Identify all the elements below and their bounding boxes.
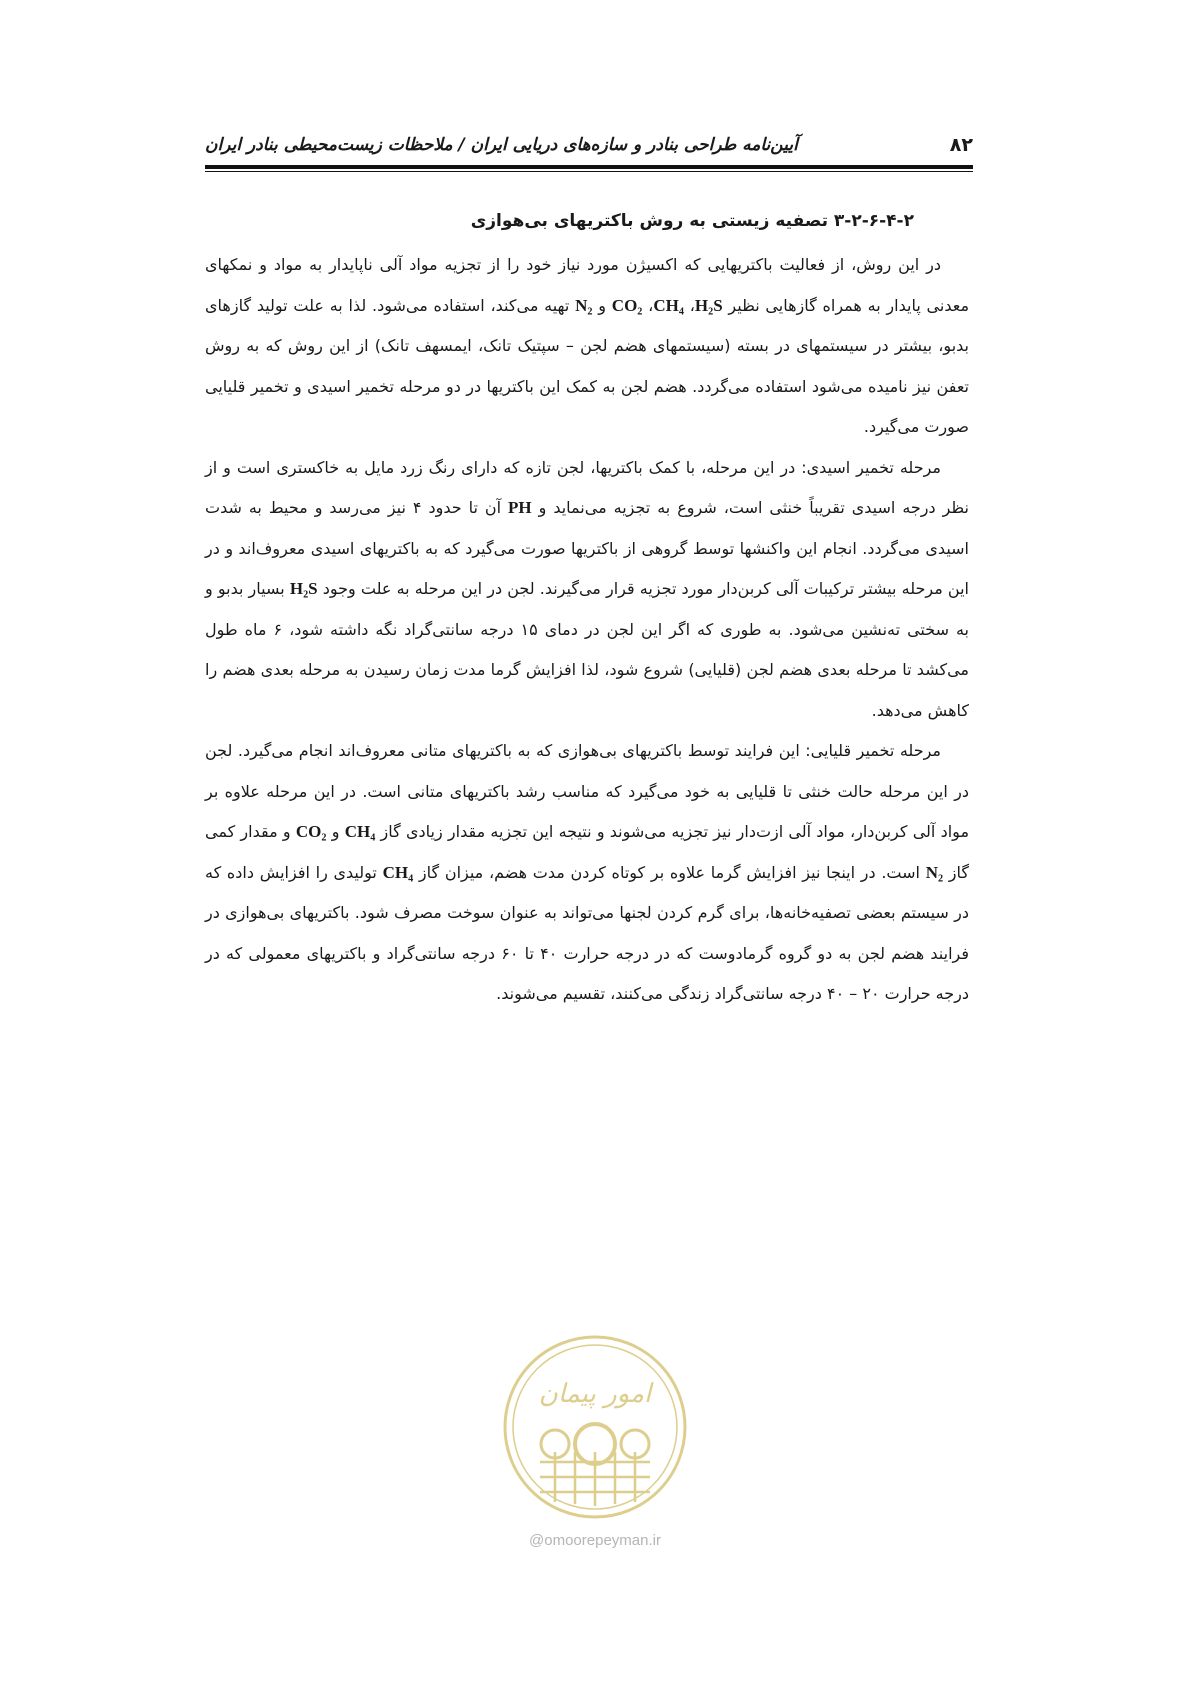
chem-co2: CO₂ xyxy=(295,822,327,841)
text-run: بسیار بدبو و به سختی ته‌نشین می‌شود. به طوری که اگر این لجن در دمای ۱۵ درجه سانتی‌گراد نگه داشته شود، ۶ ماه طول می‌کشد تا مرحله بعدی هضم لجن (قلیایی) شروع شود، لذا افزایش گرما مدت زمان رسیدن به مرحله بعدی هضم را کاهش می‌دهد. xyxy=(205,579,970,720)
text-run: مرحله تخمیر اسیدی: در این مرحله، با کمک باکتریها، لجن تازه که دارای رنگ زرد مایل به خاکستری است و از نظر درجه اسیدی تقریباً خنثی است، شروع به تجزیه می‌نماید و xyxy=(205,457,970,517)
chem-h2s: H₂S xyxy=(694,295,723,315)
running-header-title: آیین‌نامه طراحی بنادر و سازه‌های دریایی ایران / ملاحظات زیست‌محیطی بنادر ایران xyxy=(205,135,798,155)
page-header xyxy=(205,128,973,162)
page-body xyxy=(205,207,969,1015)
text-run: و مقدار کمی گاز xyxy=(205,822,969,882)
text-run: در این روش، از فعالیت باکتریهایی که اکسیژن مورد نیاز خود را از تجزیه مواد آلی ناپایدار به مواد و نمکهای معدنی پایدار به همراه گازهایی نظیر xyxy=(205,255,970,315)
chem-ch4: CH₄ xyxy=(344,822,376,841)
paragraph-alkaline-stage xyxy=(205,731,969,1015)
chem-co2: CO₂ xyxy=(611,295,643,315)
text-run: تهیه می‌کند، استفاده می‌شود. لذا به علت تولید گازهای بدبو، بیشتر در سیستمهای در بسته (سیستمهای هضم لجن – سپتیک تانک، ایمسهف تانک) از این روش که به روش تعفن نیز نامیده می‌شود استفاده می‌گردد. هضم لجن به کمک این باکتریها در دو مرحله تخمیر اسیدی و تخمیر قلیایی صورت می‌گیرد. xyxy=(205,295,969,436)
chem-ph: PH xyxy=(508,498,532,517)
text-run: آن تا حدود ۴ نیز می‌رسد و محیط به شدت اسیدی می‌گردد. انجام این واکنشها توسط گروهی از باکتریها صورت می‌گیرد که به باکتریهای اسیدی معروف‌اند و در این مرحله بیشتر ترکیبات آلی کربن‌دار مورد تجزیه قرار می‌گیرند. لجن در این مرحله به علت وجود xyxy=(205,498,969,598)
watermark-logo-text: امور پیمان xyxy=(538,1379,652,1409)
header-rule-thin xyxy=(205,171,973,172)
chem-n2: N₂ xyxy=(575,295,593,315)
text-run: ، xyxy=(642,295,654,315)
chem-ch4: CH₄ xyxy=(382,862,414,882)
chem-n2: N₂ xyxy=(925,862,944,882)
section-heading: ۳-۲-۶-۴-۲ تصفیه زیستی به روش باکتریهای بی‌هوازی xyxy=(470,211,914,231)
text-run: تولیدی را افزایش داده که در سیستم بعضی تصفیه‌خانه‌ها، برای گرم کردن لجنها می‌تواند به عنوان سوخت مصرف شود. باکتریهای بی‌هوازی در فرایند هضم لجن به دو گروه گرمادوست که در درجه حرارت ۴۰ تا ۶۰ درجه سانتی‌گراد و باکتریهای معمولی که در درجه حرارت ۲۰ – ۴۰ درجه سانتی‌گراد زندگی می‌کنند، تقسیم می‌شوند. xyxy=(205,862,970,1003)
text-run: و xyxy=(326,822,345,841)
header-rule xyxy=(205,165,973,169)
text-run: ، xyxy=(683,295,695,315)
chem-ch4: CH₄ xyxy=(653,295,684,315)
watermark-url: @omoorepeyman.ir xyxy=(529,1532,661,1549)
chem-h2s: H₂S xyxy=(289,579,318,598)
watermark-logo xyxy=(500,1332,690,1522)
text-run: است. در اینجا نیز افزایش گرما علاوه بر کوتاه کردن مدت هضم، میزان گاز xyxy=(413,862,926,882)
text-run: مرحله تخمیر قلیایی: این فرایند توسط باکتریهای بی‌هوازی که به باکتریهای متانی معروف‌اند انجام می‌گیرد. لجن در این مرحله حالت خنثی تا قلیایی به خود می‌گیرد که مناسب رشد باکتریهای متانی است. در این مرحله علاوه بر مواد آلی کربن‌دار، مواد آلی ازت‌دار نیز تجزیه می‌شوند و نتیجه این تجزیه مقدار زیادی گاز xyxy=(205,741,970,841)
paragraph-acid-stage xyxy=(205,448,969,732)
page-number: ۸۲ xyxy=(949,134,973,156)
text-run: و xyxy=(592,295,612,315)
paragraph-intro xyxy=(205,245,969,448)
